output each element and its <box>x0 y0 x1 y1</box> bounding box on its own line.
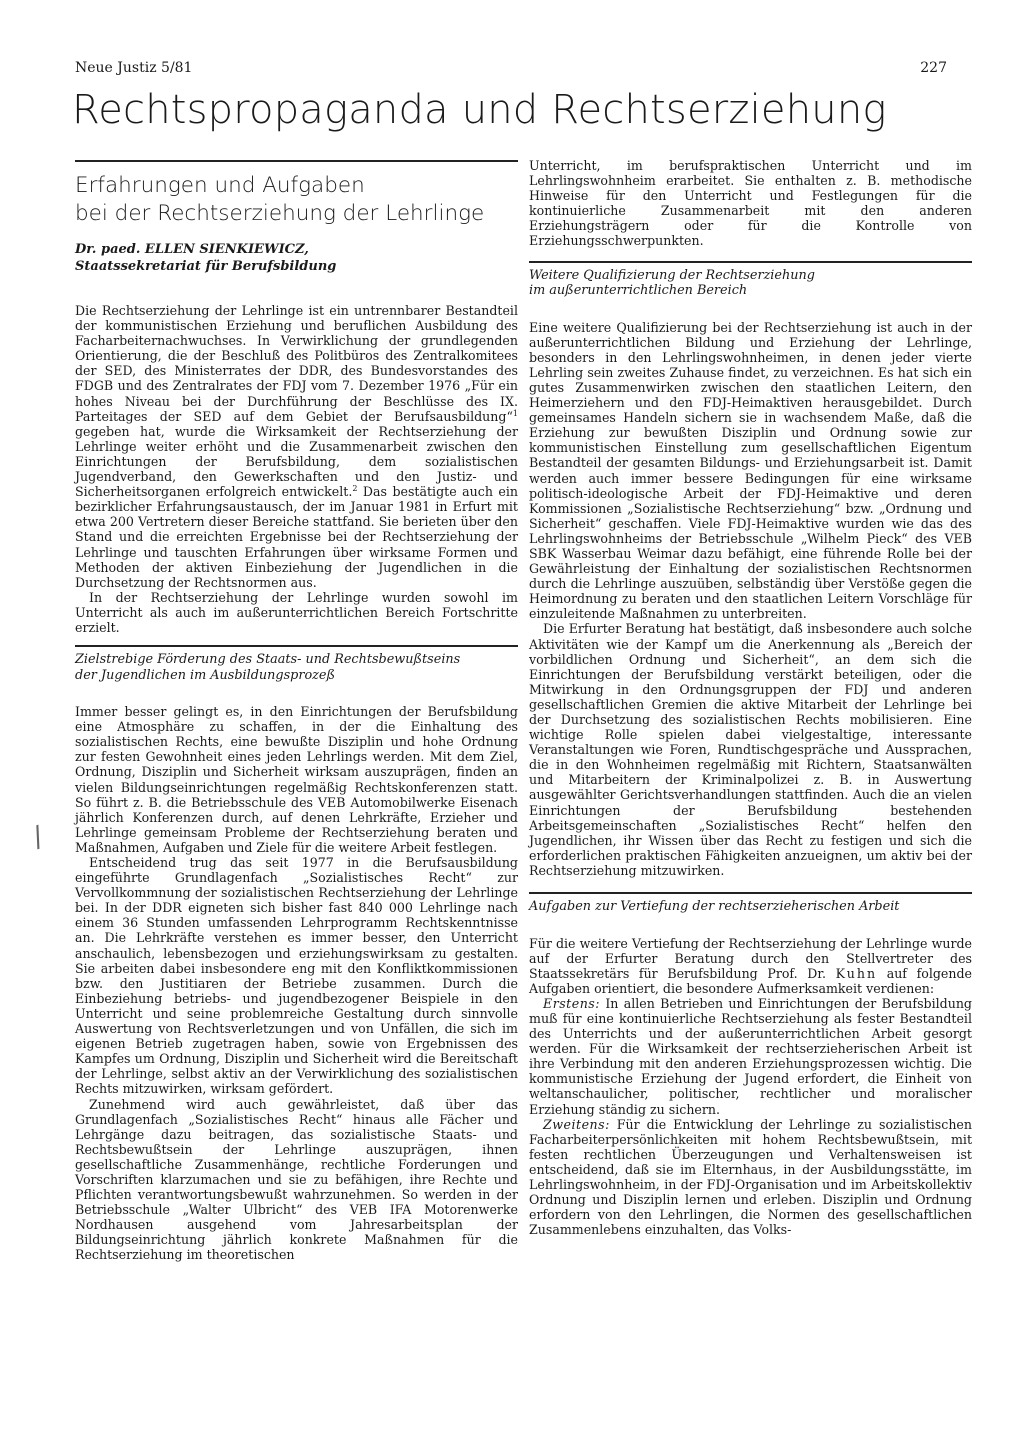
paragraph: Unterricht, im berufspraktischen Unterricht und im Lehrlingswohnheim erarbeitet. Sie enthalten z. B. methodische Hinweise für den Unterricht und Festlegungen für die kontinuierliche Zusammenarbeit mit den anderen Erziehungsträgern oder für die Kontrolle von Erziehungsschwerpunkten. <box>529 158 972 249</box>
paragraph <box>75 303 518 590</box>
footnote-ref-1: 1 <box>512 408 518 418</box>
section-heading-line: der Jugendlichen im Ausbildungsprozeß <box>75 667 336 683</box>
paragraph: Entscheidend trug das seit 1977 in die Berufsausbildung eingeführte Grundlagenfach „Sozialistisches Recht“ zur Vervollkommnung der sozialistischen Rechtserziehung der Lehrlinge bei. In der DDR eigneten sich bisher fast 840 000 Lehrlinge nach einem 36 Stunden umfassenden Lehrprogramm Rechtskenntnisse an. Die Lehrkräfte verstehen es immer besser, den Unterricht anschaulich, lebensbezogen und erziehungswirksam zu gestalten. Sie arbeiten dabei insbesondere eng mit den Konfliktkommissionen bzw. den Justitiaren der Betriebe zusammen. Durch die Einbeziehung betriebs- und jugendbezogener Beispiele in den Unterricht und seine problemreiche Gestaltung durch sinnvolle Auswertung von Rechtsverletzungen und von Unfällen, die sich im eigenen Betrieb zugetragen haben, sowie von Ergebnissen des Kampfes um Ordnung, Disziplin und Sicherheit wird die Bereitschaft der Lehrlinge, selbst aktiv an der Verwirklichung des sozialistischen Rechts mitzuwirken, wirksam gefördert. <box>75 855 518 1097</box>
section-heading <box>529 892 972 915</box>
text-run: Das bestätigte auch ein bezirklicher Erfahrungsaustausch, der im Januar 1981 in Erfurt mit etwa 200 Vertretern dieser Bereiche stattfand. Sie berieten über den Stand und die erreichten Ergebnisse bei der Rechtserziehung der Lehrlinge und tauschten Erfahrungen über wirksame Formen und Methoden der aktiven Einbeziehung der Jugendlichen in die Durchsetzung der Rechtsnormen aus. <box>75 484 518 590</box>
text-run: auf folgende Aufgaben orientiert, die besondere Aufmerksamkeit verdienen: <box>529 965 972 996</box>
section-heading-line: im außerunterrichtlichen Bereich <box>529 283 748 299</box>
top-rule <box>75 160 518 162</box>
enumeration-label: Zweitens: <box>543 1116 610 1132</box>
right-column <box>529 158 972 1237</box>
section-heading <box>75 645 518 683</box>
footnote-ref-2: 2 <box>352 483 358 493</box>
paragraph <box>529 996 972 1117</box>
paragraph: Eine weitere Qualifizierung bei der Rechtserziehung ist auch in der außerunterrichtlichen Bildung und Erziehung der Lehrlinge, besonders in den Lehrlingswohnheimen, in denen jeder vierte Lehrling sein zweites Zuhause findet, zu verzeichnen. Es hat sich ein gutes Zusammenwirken zwischen den staatlichen Leitern, den Heimerziehern und den FDJ-Heimaktiven herausgebildet. Durch gemeinsames Handeln sichern sie in wachsendem Maße, daß die Erziehung zur bewußten Disziplin und Ordnung sowie zur kommunistischen Einstellung zum gesellschaftlichen Eigentum Bestandteil der gesamten Bildungs- und Erziehungsarbeit ist. Damit werden auch immer bessere Bedingungen für eine wirksame politisch-ideologische Arbeit der FDJ-Heimaktive und deren Kommissionen „Sozialistische Rechtserziehung“ bzw. „Ordnung und Sicherheit“ geschaffen. Viele FDJ-Heimaktive wurden wie das des Lehrlingswohnheims der Betriebsschule „Wilhelm Pieck“ des VEB SBK Wasserbau Weimar dazu befähigt, eine führende Rolle bei der Gewährleistung der Einhaltung der sozialistischen Rechtsnormen durch die Lehrlinge auszuüben, selbständig über Verstöße gegen die Heimordnung zu beraten und den staatlichen Leitern Vorschläge für einzuleitende Maßnahmen zu unterbreiten. <box>529 319 972 622</box>
enumeration-label: Erstens: <box>543 995 601 1011</box>
paragraph: In der Rechtserziehung der Lehrlinge wurden sowohl im Unterricht als auch im außerunterrichtlichen Bereich Fortschritte erzielt. <box>75 589 518 635</box>
author-organization: Staatssekretariat für Berufsbildung <box>75 258 337 274</box>
text-run: gegeben hat, wurde die Wirksamkeit der Rechtserziehung der Lehrlinge weiter erhöht und die Zusammenarbeit zwischen den Einrichtungen der Berufsbildung, dem sozialistischen Jugendverband, den Gewerkschaften und den Justiz- und Sicherheitsorganen erfolgreich entwickelt. <box>75 423 518 500</box>
page-number: 227 <box>920 60 947 76</box>
article-title <box>75 172 518 228</box>
paragraph: Zunehmend wird auch gewährleistet, daß über das Grundlagenfach „Sozialistisches Recht“ hinaus alle Fächer und Lehrgänge dazu beitragen, das sozialistische Staats- und Rechtsbewußtsein der Lehrlinge auszuprägen, ihnen gesellschaftliche Zusammenhänge, rechtliche Forderungen und Vorschriften klarzumachen und sie zu befähigen, ihre Rechte und Pflichten verantwortungsbewußt wahrzunehmen. So werden in der Betriebsschule „Walter Ulbricht“ des VEB IFA Motorenwerke Nordhausen ausgehend vom Jahresarbeitsplan der Bildungseinrichtung jährlich konkrete Maßnahmen für die Rechtserziehung im theoretischen <box>75 1096 518 1263</box>
article-title-line-1: Erfahrungen und Aufgaben <box>75 173 365 198</box>
paragraph: Die Erfurter Beratung hat bestätigt, daß insbesondere auch solche Aktivitäten wie der Kampf um die Anerkennung als „Bereich der vorbildlichen Ordnung und Sicherheit“, an dem sich die Einrichtungen der Berufsbildung verstärkt beteiligen, oder die Mitwirkung in den Ordnungsgruppen der FDJ und anderen gesellschaftlichen Gremien die aktive Mitarbeit der Lehrlinge bei der Durchsetzung des sozialistischen Rechts mobilisieren. Eine wichtige Rolle spielen dabei vielgestaltige, interessante Veranstaltungen wie Foren, Rundtischgespräche und Aussprachen, die in den Wohnheimen regelmäßig mit Richtern, Staatsanwälten und Mitarbeitern der Kriminalpolizei z. B. in Auswertung ausgewählter Gerichtsverhandlungen stattfinden. Auch die an vielen Einrichtungen der Berufsbildung bestehenden Arbeitsgemeinschaften „Sozialistisches Recht“ helfen den Jugendlichen, ihr Wissen über das Recht zu festigen und sich die erforderlichen praktischen Fähigkeiten anzueignen, um aktiv bei der Rechtserziehung mitzuwirken. <box>529 621 972 878</box>
text-run: Für die weitere Vertiefung der Rechtserziehung der Lehrlinge wurde auf der Erfurter Beratung durch den Stellvertreter des Staatssekretärs für Berufsbildung Prof. Dr. <box>529 935 972 981</box>
section-heading <box>529 261 972 299</box>
text-run: Die Rechtserziehung der Lehrlinge ist ein untrennbarer Bestandteil der kommunistischen Erziehung und beruflichen Ausbildung des Facharbeiternachwuchses. In Verwirklichung der grundlegenden Orientierung, die der Beschluß des Politbüros des Zentralkomitees der SED, des Ministerrates der DDR, des Bundesvorstandes des FDGB und des Zentralrates der FDJ vom 7. Dezember 1976 „Für ein hohes Niveau bei der Durchführung der Beschlüsse des IX. Parteitages der SED auf dem Gebiet der Berufsausbildung“ <box>75 303 518 424</box>
section-heading-line: Aufgaben zur Vertiefung der rechtserzieherischen Arbeit <box>529 899 900 915</box>
journal-issue: Neue Justiz 5/81 <box>75 60 193 76</box>
article-title-line-2: bei der Rechtserziehung der Lehrlinge <box>75 201 485 226</box>
person-name: Kuhn <box>835 965 878 981</box>
left-column <box>75 160 518 1263</box>
section-heading-line: Weitere Qualifizierung der Rechtserziehung <box>529 267 815 283</box>
section-heading-line: Zielstrebige Förderung des Staats- und Rechtsbewußtseins <box>75 652 461 668</box>
page-title: Rechtspropaganda und Rechtserziehung <box>72 87 887 133</box>
paragraph <box>529 1117 972 1238</box>
margin-pencil-mark: / <box>27 819 48 854</box>
paragraph: Immer besser gelingt es, in den Einrichtungen der Berufsbildung eine Atmosphäre zu schaffen, in der die Einhaltung des sozialistischen Rechts, eine bewußte Disziplin und hohe Ordnung zur festen Gewohnheit eines jeden Lehrlings werden. Mit dem Ziel, Ordnung, Disziplin und Sicherheit wirksam auszuprägen, finden an vielen Bildungseinrichtungen regelmäßig Rechtskonferenzen statt. So führt z. B. die Betriebsschule des VEB Automobilwerke Eisenach jährlich Konferenzen durch, auf denen Lehrkräfte, Erzieher und Lehrlinge gemeinsam Probleme der Rechtserziehung beraten und Maßnahmen, Aufgaben und Ziele für die weitere Arbeit festlegen. <box>75 704 518 855</box>
author-name: Dr. paed. ELLEN SIENKIEWICZ, <box>75 242 309 257</box>
author-byline <box>75 242 518 275</box>
paragraph <box>529 936 972 996</box>
text-run: In allen Betrieben und Einrichtungen der Berufsbildung muß für eine kontinuierliche Rechtserziehung als fester Bestandteil des Unterrichts und der außerunterrichtlichen Arbeit gesorgt werden. Für die Wirksamkeit der rechtserzieherischen Arbeit ist ihre Verbindung mit den anderen Erziehungsprozessen wichtig. Die kommunistische Erziehung der Jugend erfordert, die Einheit von weltanschaulicher, politischer, rechtlicher und moralischer Erziehung ständig zu sichern. <box>529 995 972 1117</box>
text-run: Für die Entwicklung der Lehrlinge zu sozialistischen Facharbeiterpersönlichkeiten mit hohem Rechtsbewußtsein, mit festen rechtlichen Überzeugungen und Verhaltensweisen ist entscheidend, daß sie im Elternhaus, in der Ausbildungsstätte, im Lehrlingswohnheim, in der FDJ-Organisation und im Arbeitskollektiv Ordnung und Disziplin lernen und erleben. Disziplin und Ordnung erfordern von den Lehrlingen, die Normen des gesellschaftlichen Zusammenlebens einzuhalten, das Volks- <box>529 1116 972 1238</box>
